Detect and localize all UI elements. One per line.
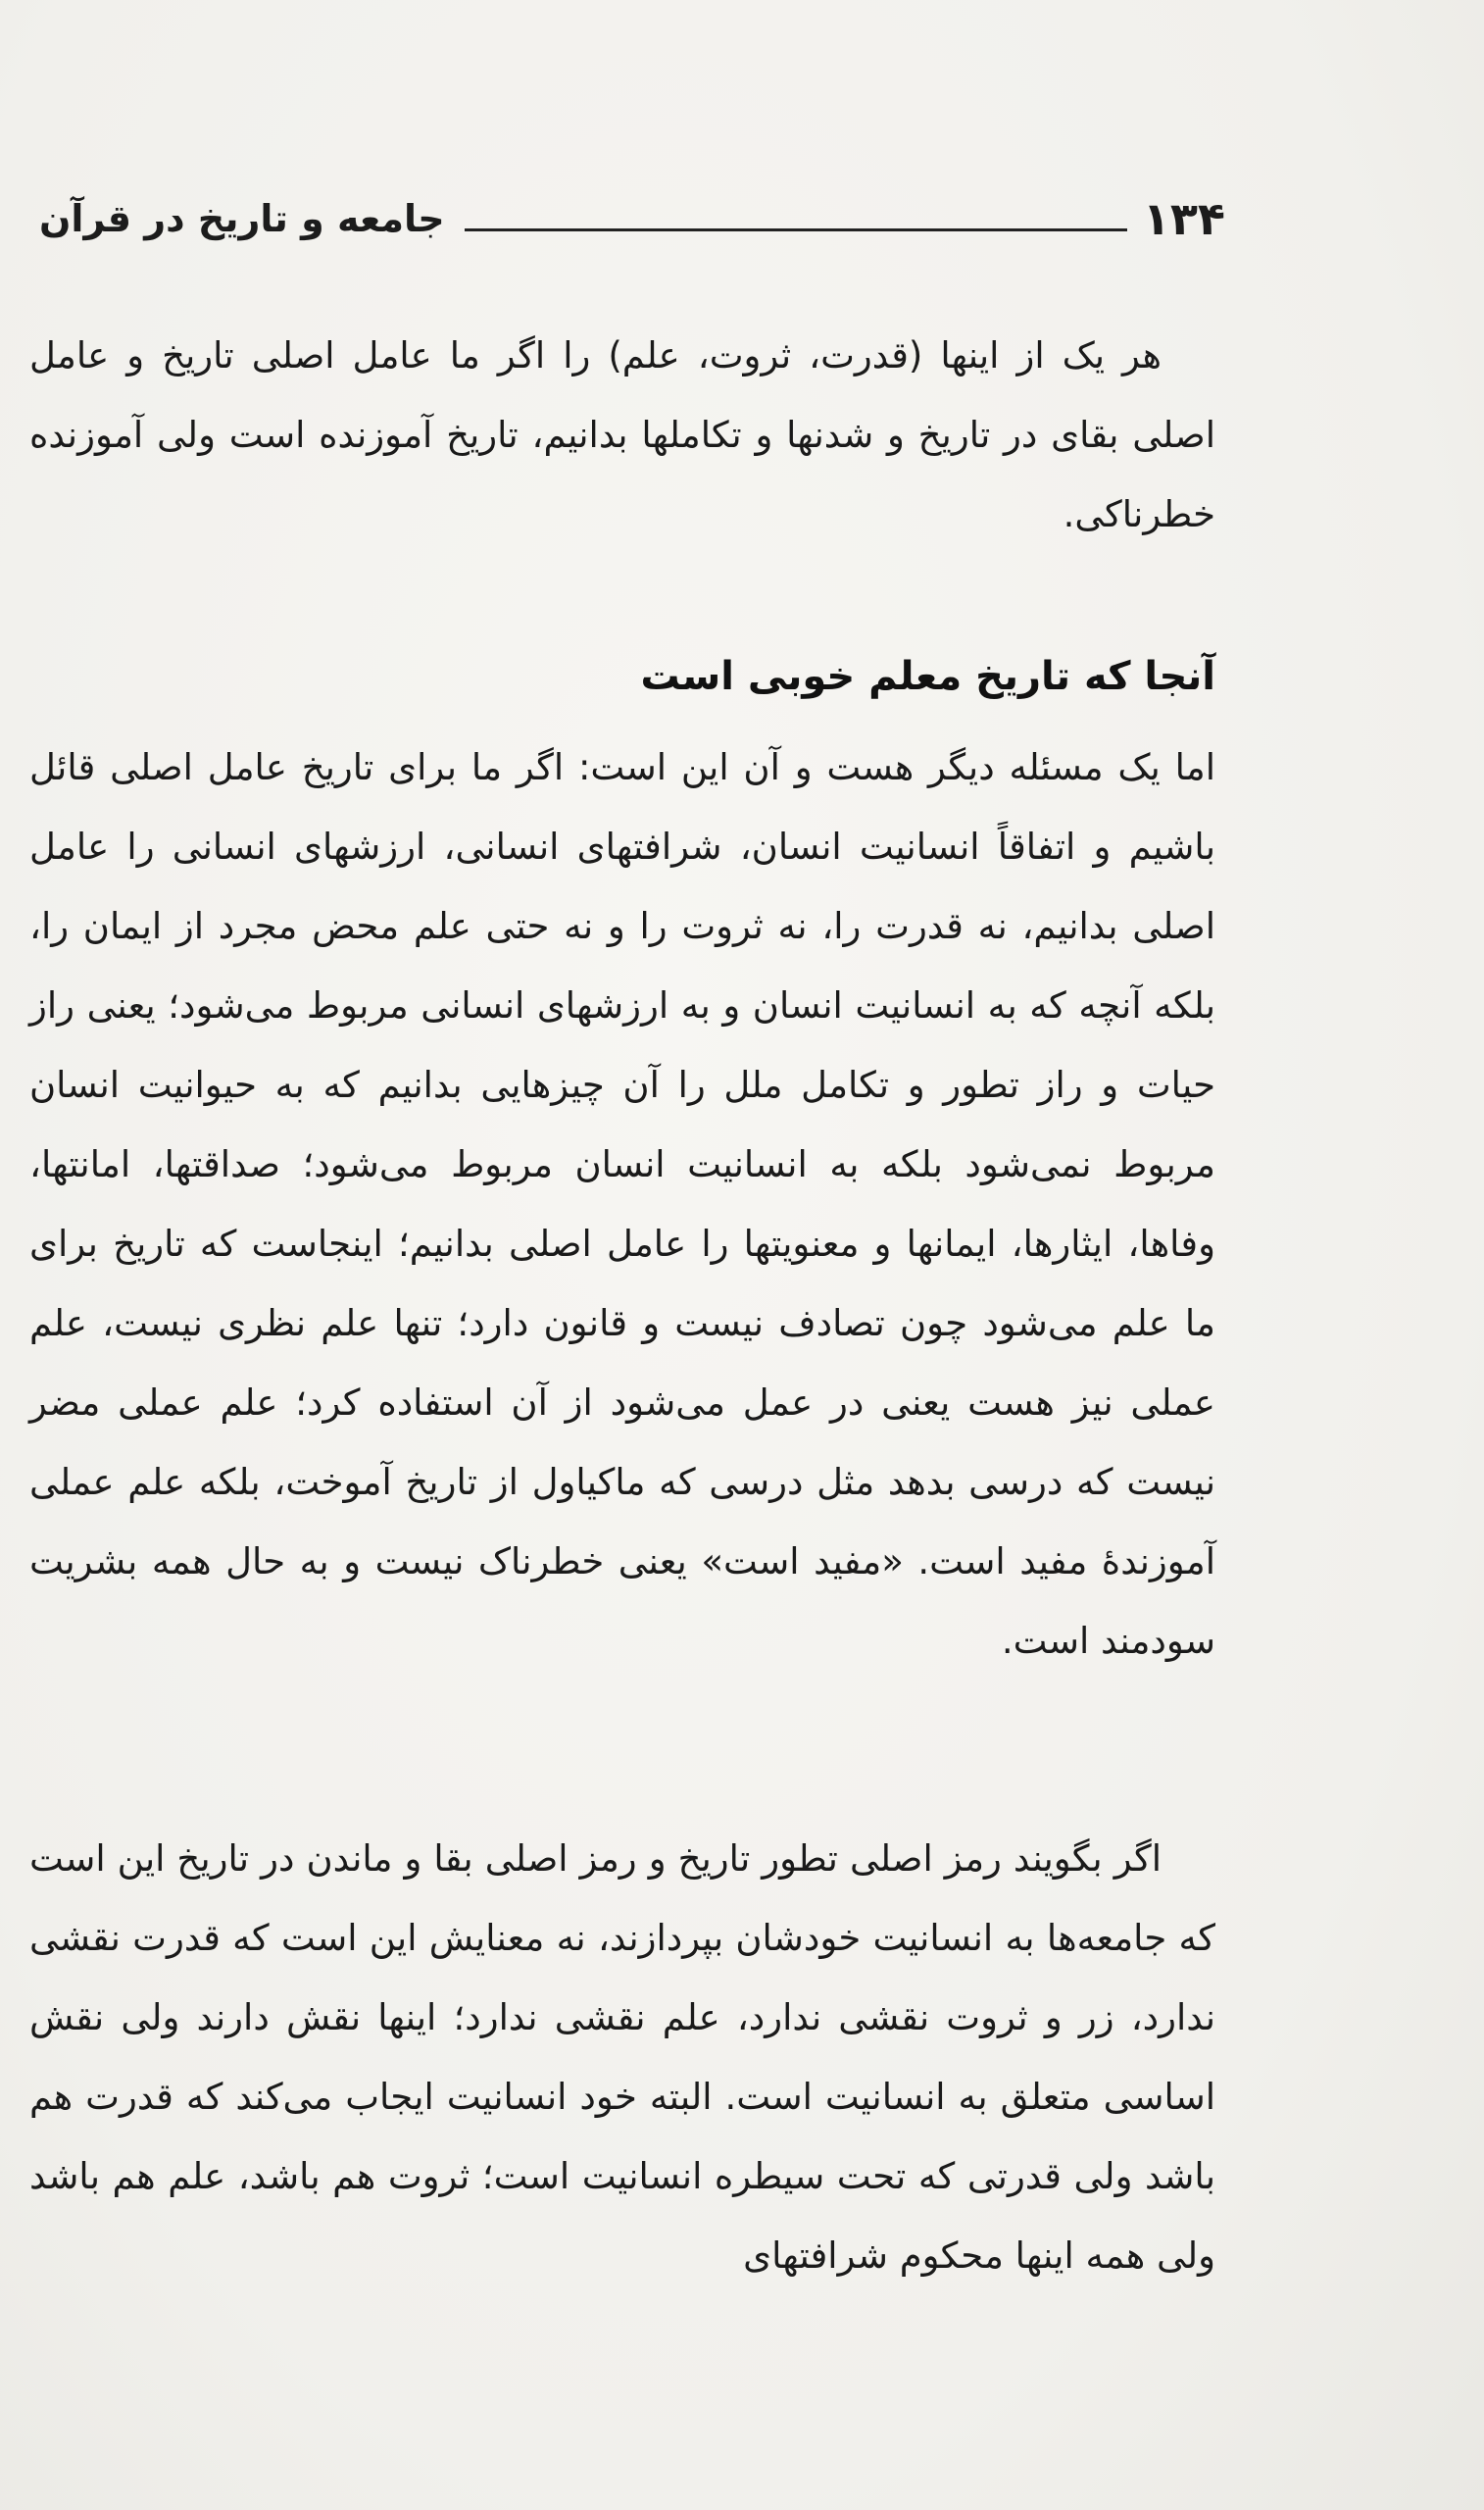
section-heading: آنجا که تاریخ معلم خوبی است (640, 654, 1215, 699)
paragraph-block-3 (29, 1819, 1215, 2295)
book-title: جامعه و تاریخ در قرآن (39, 197, 445, 240)
header-rule (465, 228, 1127, 231)
paragraph-2: اما یک مسئله دیگر هست و آن این است: اگر ما برای تاریخ عامل اصلی قائل باشیم و اتفاقاً انسانیت انسان، شرافتهای انسانی، ارزشهای انسانی را عامل اصلی بدانیم، نه قدرت را، نه ثروت را و نه حتی علم محض مجرد از ایمان را، بلکه آنچه که به انسانیت انسان و به ارزشهای انسانی مربوط می‌شود؛ یعنی راز حیات و راز تطور و تکامل ملل را آن چیزهایی بدانیم که به حیوانیت انسان مربوط نمی‌شود بلکه به انسانیت انسان مربوط می‌شود؛ صداقتها، امانتها، وفاها، ایثارها، ایمانها و معنویتها را عامل اصلی بدانیم؛ اینجاست که تاریخ برای ما علم می‌شود چون تصادف نیست و قانون دارد؛ تنها علم نظری نیست، علم عملی نیز هست یعنی در عمل می‌شود از آن استفاده کرد؛ علم عملی مضر نیست که درسی بدهد مثل درسی که ماکیاول از تاریخ آموخت، بلکه علم عملی آموزندهٔ مفید است. «مفید است» یعنی خطرناک نیست و به حال همه بشریت سودمند است. (29, 746, 1215, 1662)
paragraph-3: اگر بگویند رمز اصلی تطور تاریخ و رمز اصلی بقا و ماندن در تاریخ این است که جامعه‌ها به انسانیت خودشان بپردازند، نه معنایش این است که قدرت نقشی ندارد، زر و ثروت نقشی ندارد، علم نقشی ندارد؛ اینها نقش دارند ولی نقش اساسی متعلق به انسانیت است. البته خود انسانیت ایجاب می‌کند که قدرت هم باشد ولی قدرتی که تحت سیطره انسانیت است؛ ثروت هم باشد، علم هم باشد ولی همه اینها محکوم شرافتهای (29, 1837, 1215, 2277)
running-header (39, 184, 1225, 253)
paragraph-1: هر یک از اینها (قدرت، ثروت، علم) را اگر ما عامل اصلی تاریخ و عامل اصلی بقای در تاریخ و شدنها و تکاملها بدانیم، تاریخ آموزنده است ولی آموزنده خطرناکی. (29, 334, 1215, 535)
page-number: ۱۳۴ (1142, 192, 1225, 245)
paragraph-block-2 (29, 728, 1215, 1681)
paragraph-block-1 (29, 316, 1215, 554)
